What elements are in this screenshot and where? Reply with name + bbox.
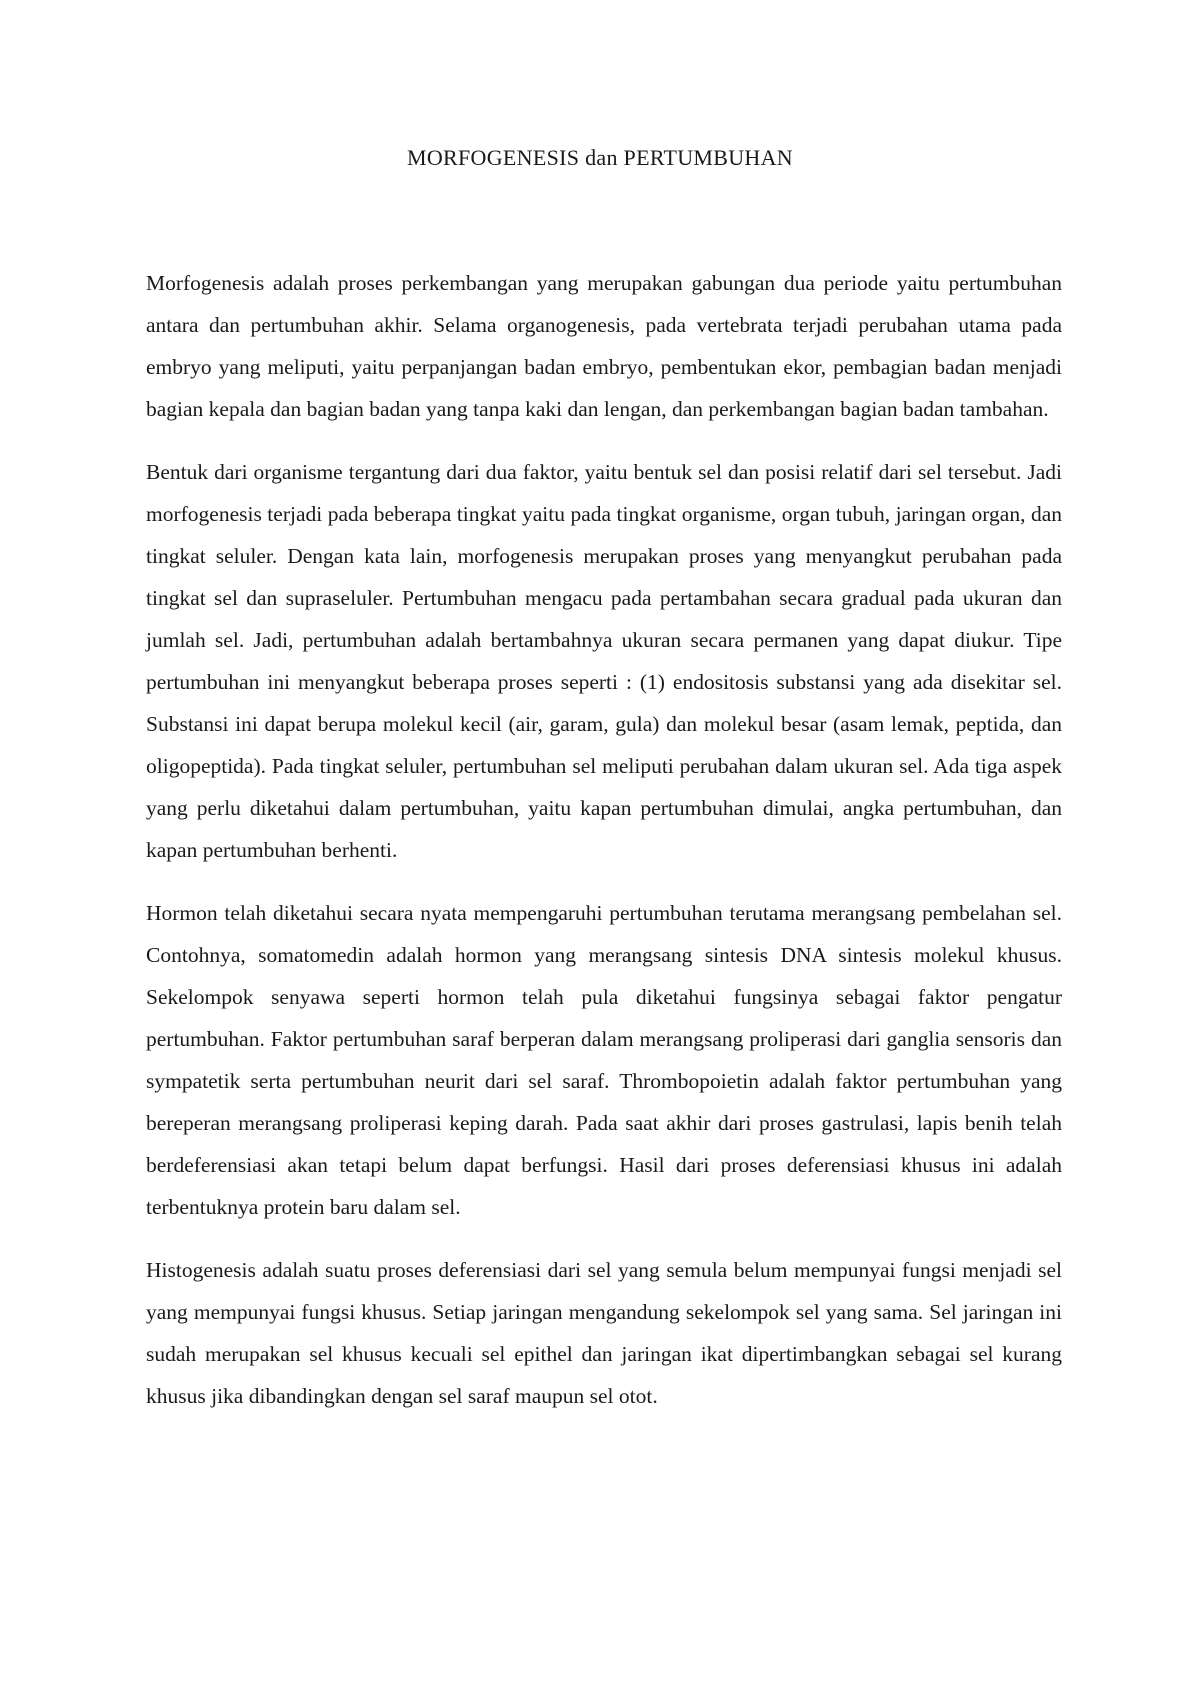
document-title: MORFOGENESIS dan PERTUMBUHAN [407,145,793,170]
paragraph-bentuk-organisme: Bentuk dari organisme tergantung dari dua faktor, yaitu bentuk sel dan posisi relatif dari sel tersebut. Jadi morfogenesis terjadi pada beberapa tingkat yaitu pada tingkat organisme, organ tubuh, jaringan organ, dan tingkat seluler. Dengan kata lain, morfogenesis merupakan proses yang menyangkut perubahan pada tingkat sel dan supraseluler. Pertumbuhan mengacu pada pertambahan secara gradual pada ukuran dan jumlah sel. Jadi, pertumbuhan adalah bertambahnya ukuran secara permanen yang dapat diukur. Tipe pertumbuhan ini menyangkut beberapa proses seperti : (1) endositosis substansi yang ada disekitar sel. Substansi ini dapat berupa molekul kecil (air, garam, gula) dan molekul besar (asam lemak, peptida, dan oligopeptida). Pada tingkat seluler, pertumbuhan sel meliputi perubahan dalam ukuran sel. Ada tiga aspek yang perlu diketahui dalam pertumbuhan, yaitu kapan pertumbuhan dimulai, angka pertumbuhan, dan kapan pertumbuhan berhenti. [146,460,1062,862]
paragraph-histogenesis: Histogenesis adalah suatu proses deferensiasi dari sel yang semula belum mempunyai fungsi menjadi sel yang mempunyai fungsi khusus. Setiap jaringan mengandung sekelompok sel yang sama. Sel jaringan ini sudah merupakan sel khusus kecuali sel epithel dan jaringan ikat dipertimbangkan sebagai sel kurang khusus jika dibandingkan dengan sel saraf maupun sel otot. [146,1258,1062,1408]
paragraph-morfogenesis: Morfogenesis adalah proses perkembangan yang merupakan gabungan dua periode yaitu pertumbuhan antara dan pertumbuhan akhir. Selama organogenesis, pada vertebrata terjadi perubahan utama pada embryo yang meliputi, yaitu perpanjangan badan embryo, pembentukan ekor, pembagian badan menjadi bagian kepala dan bagian badan yang tanpa kaki dan lengan, dan perkembangan bagian badan tambahan. [146,271,1062,421]
document-body [146,262,1062,1438]
paragraph-hormon: Hormon telah diketahui secara nyata mempengaruhi pertumbuhan terutama merangsang pembelahan sel. Contohnya, somatomedin adalah hormon yang merangsang sintesis DNA sintesis molekul khusus. Sekelompok senyawa seperti hormon telah pula diketahui fungsinya sebagai faktor pengatur pertumbuhan. Faktor pertumbuhan saraf berperan dalam merangsang proliperasi dari ganglia sensoris dan sympatetik serta pertumbuhan neurit dari sel saraf. Thrombopoietin adalah faktor pertumbuhan yang bereperan merangsang proliperasi keping darah. Pada saat akhir dari proses gastrulasi, lapis benih telah berdeferensiasi akan tetapi belum dapat berfungsi. Hasil dari proses deferensiasi khusus ini adalah terbentuknya protein baru dalam sel. [146,901,1062,1219]
